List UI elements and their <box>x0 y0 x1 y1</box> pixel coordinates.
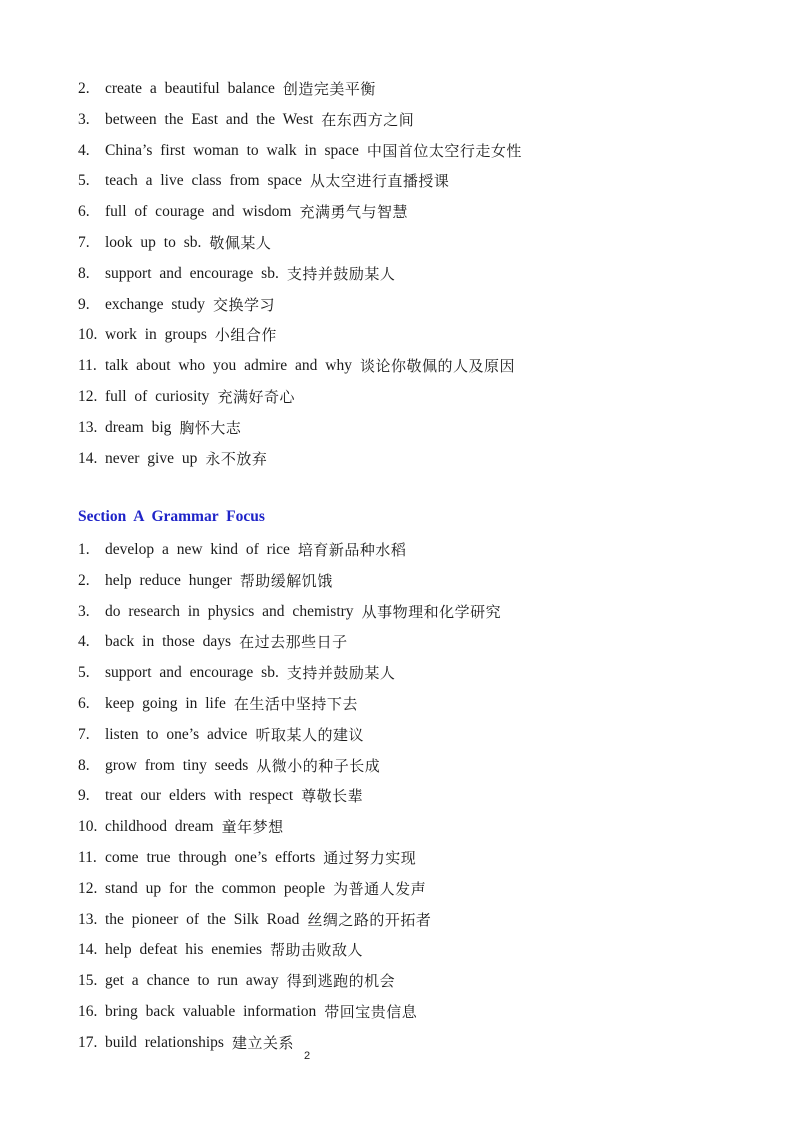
english-phrase: build relationships <box>105 1033 224 1051</box>
item-number: 9. <box>78 295 90 313</box>
english-phrase: create a beautiful balance <box>105 80 275 97</box>
chinese-translation: 尊敬长辈 <box>301 787 364 806</box>
phrase-item <box>78 658 501 689</box>
english-phrase: the pioneer of the Silk Road <box>105 910 300 928</box>
phrase-item <box>78 597 501 628</box>
english-phrase: full of curiosity <box>105 387 210 405</box>
phrase-item <box>78 166 522 197</box>
item-number: 3. <box>78 602 90 620</box>
phrase-item <box>78 627 501 658</box>
item-number: 12. <box>78 879 98 897</box>
chinese-translation: 支持并鼓励某人 <box>286 664 396 683</box>
phrase-item <box>78 444 522 475</box>
chinese-translation: 谈论你敬佩的人及原因 <box>359 357 515 376</box>
phrase-item <box>78 290 522 321</box>
item-number: 17. <box>78 1033 98 1051</box>
item-number: 10. <box>78 818 98 836</box>
page-number: 2 <box>303 1050 311 1062</box>
item-number: 8. <box>78 756 90 774</box>
item-number: 5. <box>78 172 90 190</box>
english-phrase: do research in physics and chemistry <box>105 602 354 620</box>
grammar-focus-phrase-list <box>78 535 501 1059</box>
chinese-translation: 从太空进行直播授课 <box>309 172 450 191</box>
phrase-item <box>78 382 522 413</box>
item-number: 14. <box>78 941 98 959</box>
chinese-translation: 听取某人的建议 <box>255 725 364 744</box>
item-number: 16. <box>78 1002 98 1020</box>
phrase-item <box>78 566 501 597</box>
chinese-translation: 在生活中坚持下去 <box>233 694 358 713</box>
english-phrase: exchange study <box>105 295 205 313</box>
english-phrase: keep going in life <box>105 694 226 712</box>
phrase-item <box>78 197 522 228</box>
item-number: 7. <box>78 233 90 251</box>
item-number: 12. <box>78 387 98 405</box>
english-phrase: China’s first woman to walk in space <box>105 141 359 159</box>
phrase-item <box>78 689 501 720</box>
phrase-item <box>78 105 522 136</box>
item-number: 2. <box>78 80 90 97</box>
english-phrase: come true through one’s efforts <box>105 848 316 866</box>
phrase-item <box>78 935 501 966</box>
chinese-translation: 通过努力实现 <box>323 848 417 867</box>
phrase-item <box>78 966 501 997</box>
chinese-translation: 帮助缓解饥饿 <box>239 571 333 590</box>
phrase-item <box>78 874 501 905</box>
english-phrase: help defeat his enemies <box>105 941 263 959</box>
item-number: 8. <box>78 264 90 282</box>
english-phrase: treat our elders with respect <box>105 787 294 805</box>
phrase-item <box>78 259 522 290</box>
chinese-translation: 创造完美平衡 <box>282 80 376 98</box>
phrase-item <box>78 535 501 566</box>
item-number: 15. <box>78 972 98 990</box>
item-number: 7. <box>78 725 90 743</box>
english-phrase: between the East and the West <box>105 110 314 128</box>
chinese-translation: 丝绸之路的开拓者 <box>307 910 432 929</box>
chinese-translation: 支持并鼓励某人 <box>286 264 396 283</box>
english-phrase: listen to one’s advice <box>105 725 248 743</box>
item-number: 6. <box>78 203 90 221</box>
item-number: 4. <box>78 633 90 651</box>
english-phrase: dream big <box>105 418 172 436</box>
chinese-translation: 充满勇气与智慧 <box>299 203 408 222</box>
chinese-translation: 培育新品种水稻 <box>297 541 407 559</box>
phrase-item <box>78 812 501 843</box>
phrase-item <box>78 843 501 874</box>
chinese-translation: 为普通人发声 <box>333 879 427 898</box>
english-phrase: help reduce hunger <box>105 571 232 589</box>
phrase-item <box>78 351 522 382</box>
phrase-item <box>78 74 522 105</box>
phrase-item <box>78 781 501 812</box>
phrase-item <box>78 720 501 751</box>
chinese-translation: 从事物理和化学研究 <box>361 602 502 621</box>
chinese-translation: 在过去那些日子 <box>239 633 348 652</box>
chinese-translation: 建立关系 <box>231 1033 294 1052</box>
item-number: 11. <box>78 357 97 375</box>
chinese-translation: 在东西方之间 <box>321 110 415 129</box>
chinese-translation: 永不放弃 <box>205 449 268 468</box>
item-number: 4. <box>78 141 90 159</box>
item-number: 14. <box>78 449 98 467</box>
english-phrase: get a chance to run away <box>105 972 279 990</box>
english-phrase: full of courage and wisdom <box>105 203 292 221</box>
english-phrase: support and encourage sb. <box>105 664 279 682</box>
english-phrase: bring back valuable information <box>105 1002 317 1020</box>
phrase-item <box>78 320 522 351</box>
english-phrase: never give up <box>105 449 198 467</box>
english-phrase: stand up for the common people <box>105 879 326 897</box>
chinese-translation: 充满好奇心 <box>217 387 295 406</box>
phrase-item <box>78 136 522 167</box>
phrase-list-continued <box>78 74 522 474</box>
english-phrase: grow from tiny seeds <box>105 756 249 774</box>
chinese-translation: 小组合作 <box>214 326 277 345</box>
chinese-translation: 得到逃跑的机会 <box>286 972 396 991</box>
english-phrase: support and encourage sb. <box>105 264 279 282</box>
chinese-translation: 从微小的种子长成 <box>256 756 381 775</box>
english-phrase: develop a new kind of rice <box>105 541 290 558</box>
phrase-item <box>78 997 501 1028</box>
item-number: 5. <box>78 664 90 682</box>
chinese-translation: 帮助击败敌人 <box>270 941 364 960</box>
chinese-translation: 童年梦想 <box>221 818 284 837</box>
item-number: 9. <box>78 787 90 805</box>
phrase-item <box>78 228 522 259</box>
chinese-translation: 胸怀大志 <box>179 418 242 437</box>
chinese-translation: 带回宝贵信息 <box>324 1002 418 1021</box>
chinese-translation: 中国首位太空行走女性 <box>366 141 522 160</box>
item-number: 11. <box>78 848 97 866</box>
item-number: 2. <box>78 571 90 589</box>
english-phrase: childhood dream <box>105 818 214 836</box>
item-number: 13. <box>78 910 98 928</box>
english-phrase: teach a live class from space <box>105 172 302 190</box>
english-phrase: talk about who you admire and why <box>105 357 352 375</box>
chinese-translation: 敬佩某人 <box>209 233 272 252</box>
english-phrase: look up to sb. <box>105 233 202 251</box>
section-heading: Section A Grammar Focus <box>78 508 265 525</box>
chinese-translation: 交换学习 <box>212 295 275 314</box>
english-phrase: work in groups <box>105 326 207 344</box>
item-number: 10. <box>78 326 98 344</box>
item-number: 13. <box>78 418 98 436</box>
phrase-item <box>78 413 522 444</box>
phrase-item <box>78 905 501 936</box>
english-phrase: back in those days <box>105 633 232 651</box>
item-number: 3. <box>78 110 90 128</box>
item-number: 1. <box>78 541 90 558</box>
item-number: 6. <box>78 694 90 712</box>
phrase-item <box>78 751 501 782</box>
